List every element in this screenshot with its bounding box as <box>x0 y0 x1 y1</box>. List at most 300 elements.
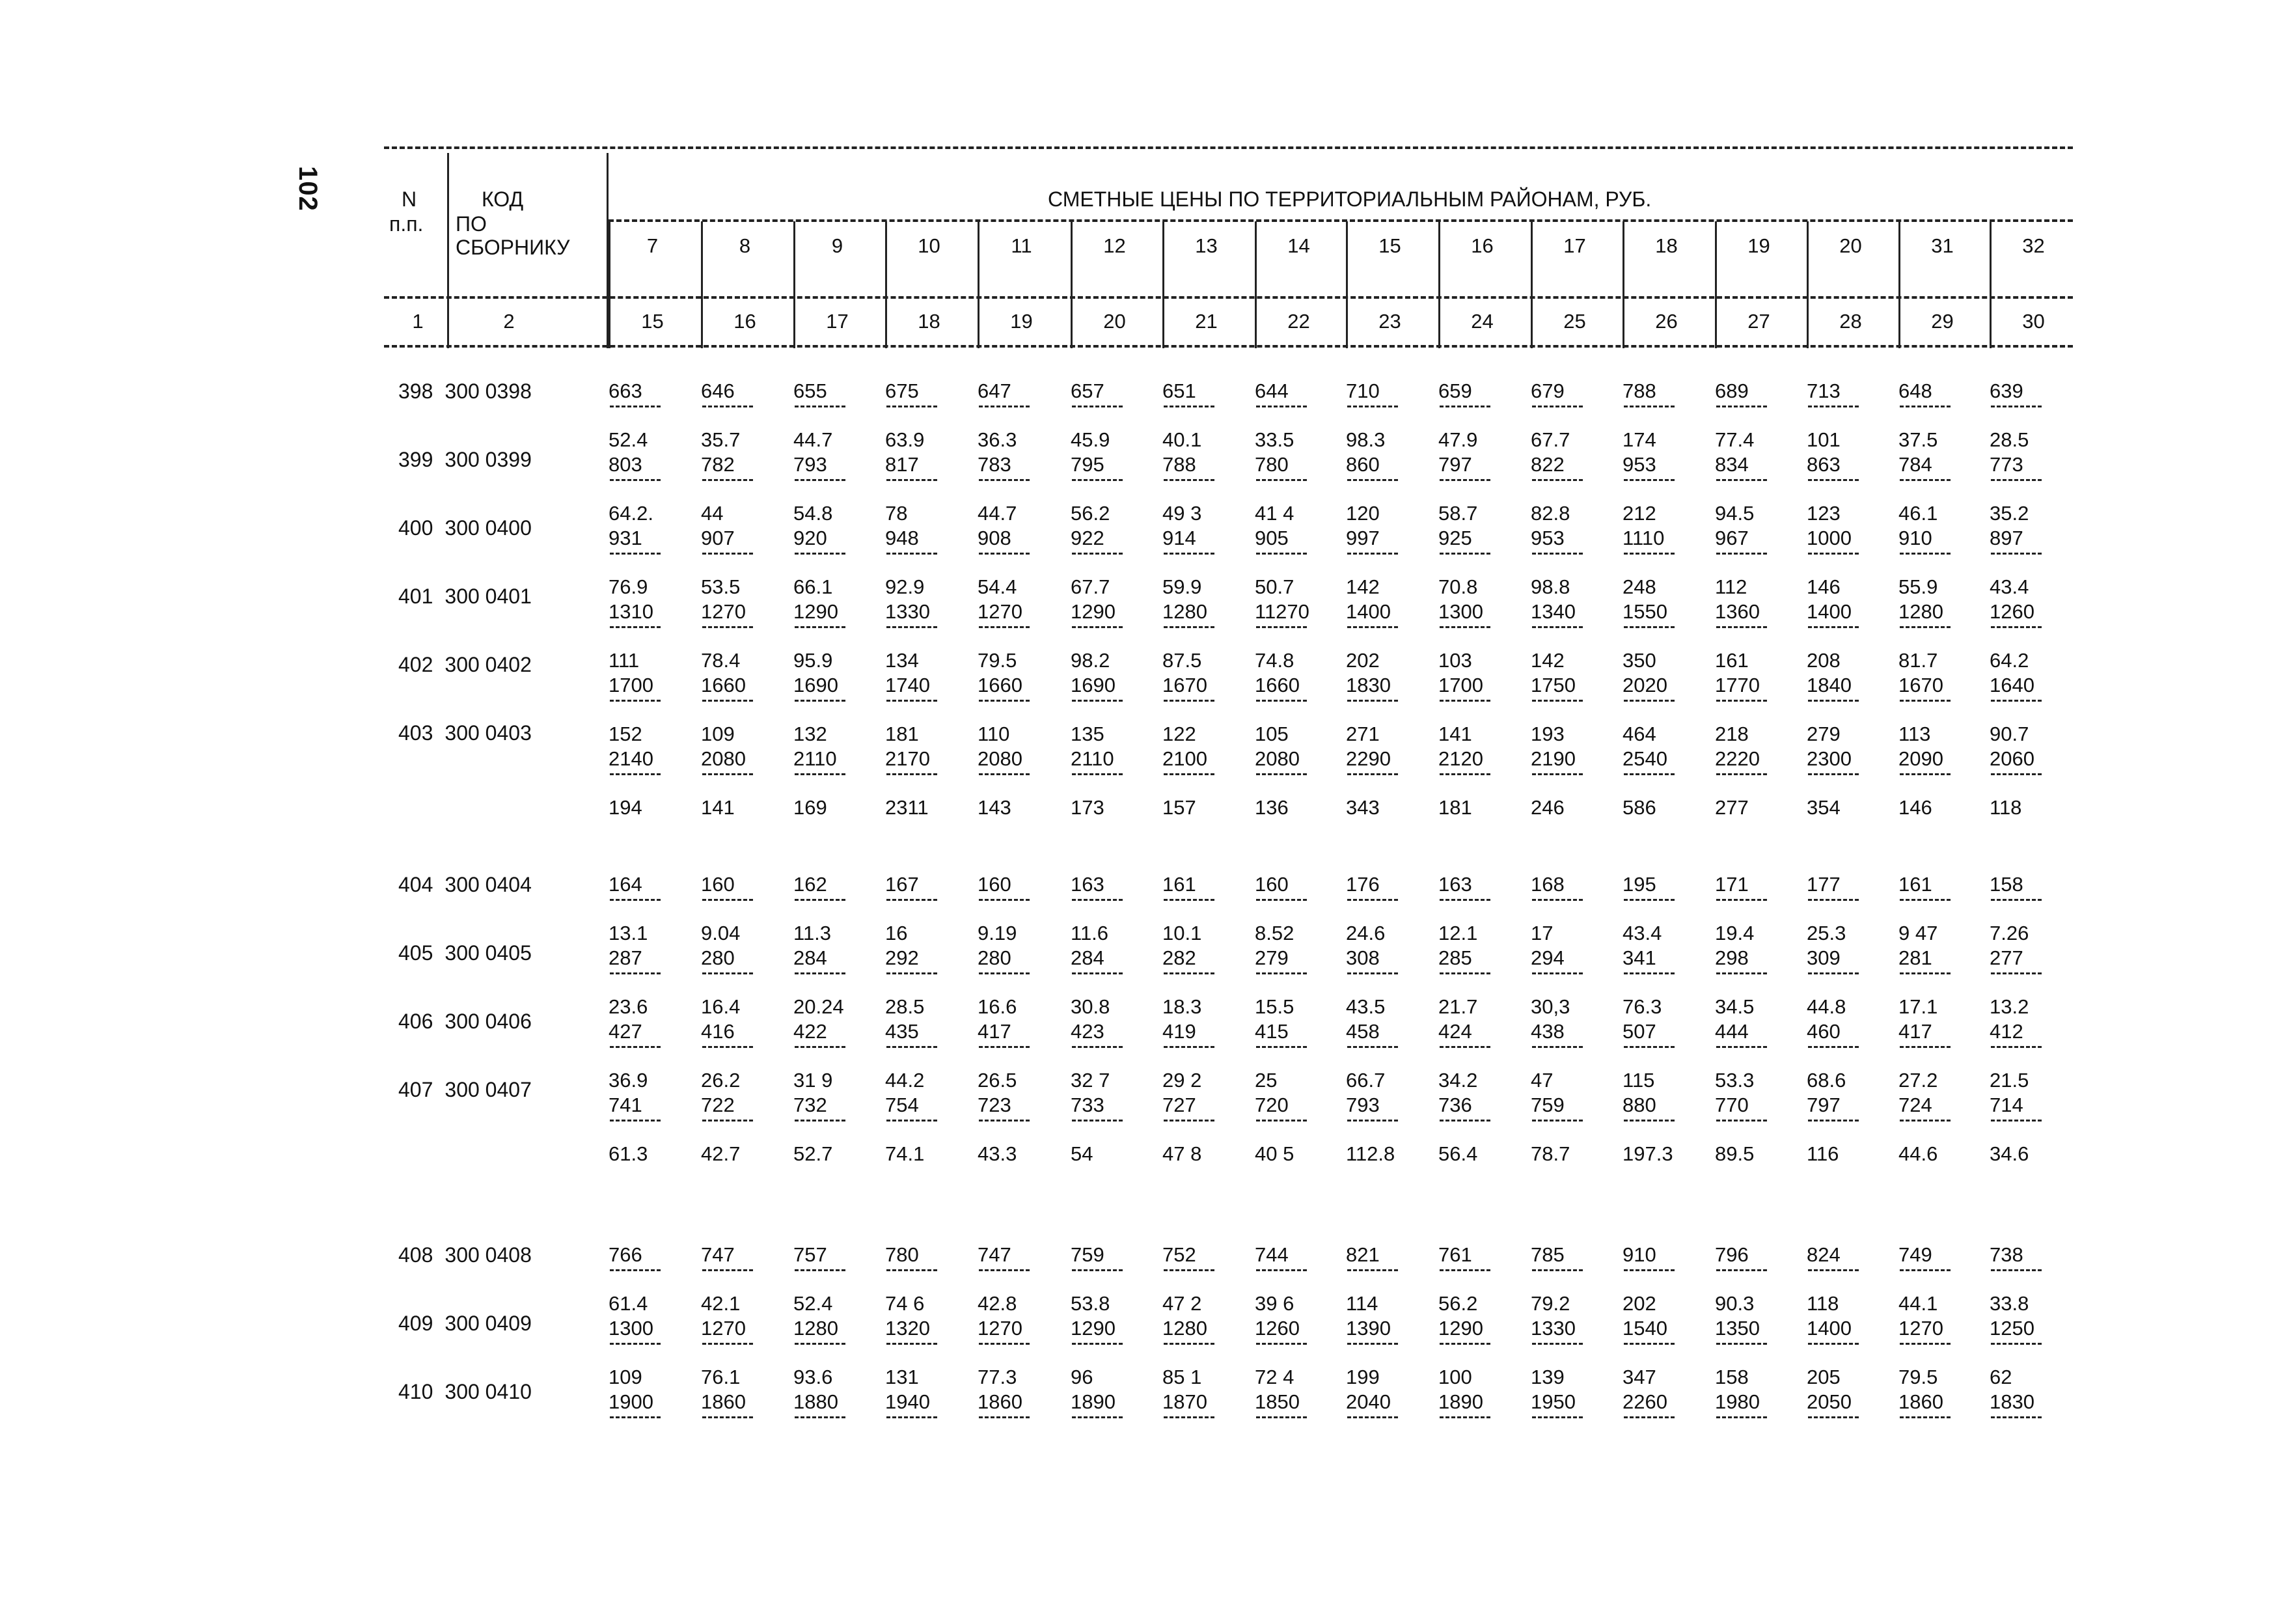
fraction-rule <box>1164 626 1214 628</box>
fraction-rule <box>1808 1046 1859 1048</box>
index-value: 64.2 <box>1990 649 2029 672</box>
index-value: 64.2. <box>609 502 653 525</box>
fraction-rule <box>610 773 661 775</box>
fraction-rule <box>1440 700 1490 702</box>
index-value: 11.6 <box>1071 922 1109 944</box>
price-value: 458 <box>1346 1020 1380 1043</box>
fraction-rule <box>1624 626 1675 628</box>
fraction-rule <box>1347 1046 1398 1048</box>
fraction-rule <box>1991 1269 2042 1271</box>
fraction-rule <box>1991 553 2042 555</box>
price-value: 1290 <box>1438 1317 1483 1340</box>
price-value: 689 <box>1715 379 1749 402</box>
district-number: 11 <box>1011 234 1032 257</box>
column-divider <box>609 221 610 348</box>
price-value: 738 <box>1990 1243 2023 1266</box>
row-number: 404 <box>398 873 433 896</box>
header-divider <box>447 153 449 348</box>
price-value: 1830 <box>1990 1390 2034 1413</box>
index-value: 123 <box>1807 502 1841 525</box>
fraction-rule <box>1440 1416 1490 1418</box>
price-value: 714 <box>1990 1094 2023 1116</box>
fraction-rule <box>1808 553 1859 555</box>
index-value: 76.3 <box>1623 995 1662 1018</box>
index-bottom-rule <box>384 345 2073 348</box>
fraction-rule <box>1991 1120 2042 1122</box>
fraction-rule <box>1808 700 1859 702</box>
price-value: 651 <box>1162 379 1196 402</box>
index-value: 30.8 <box>1071 995 1110 1018</box>
fraction-rule <box>795 899 845 901</box>
row-label <box>398 654 532 675</box>
index-value: 98.8 <box>1531 575 1570 598</box>
row-number: 410 <box>398 1380 433 1403</box>
fraction-rule <box>1072 479 1123 481</box>
index-value: 44.7 <box>978 502 1017 525</box>
fraction-rule <box>1624 1416 1675 1418</box>
price-value: 1280 <box>1162 600 1207 623</box>
fraction-rule <box>795 479 845 481</box>
column-index: 29 <box>1931 310 1954 333</box>
row-label <box>398 1313 532 1334</box>
price-value: 2300 <box>1807 747 1852 770</box>
fraction-rule <box>1808 479 1859 481</box>
price-value: 784 <box>1898 453 1932 476</box>
district-number: 13 <box>1195 234 1218 257</box>
column-divider <box>1531 221 1533 348</box>
fraction-rule <box>1347 1416 1398 1418</box>
price-value: 897 <box>1990 527 2023 549</box>
fraction-rule <box>610 1343 661 1345</box>
row-number: 403 <box>398 721 433 745</box>
fraction-rule <box>1991 406 2042 407</box>
index-value: 47 8 <box>1162 1142 1202 1165</box>
index-value: 61.4 <box>609 1292 648 1315</box>
price-value: 724 <box>1898 1094 1932 1116</box>
fraction-rule <box>610 406 661 407</box>
price-value: 2190 <box>1531 747 1576 770</box>
fraction-rule <box>1164 700 1214 702</box>
fraction-rule <box>886 972 937 974</box>
index-value: 93.6 <box>793 1366 833 1388</box>
index-value: 68.6 <box>1807 1069 1846 1092</box>
fraction-rule <box>1532 406 1583 407</box>
fraction-rule <box>1256 1343 1307 1345</box>
price-value: 797 <box>1807 1094 1841 1116</box>
fraction-rule <box>702 1046 753 1048</box>
price-value: 1000 <box>1807 527 1852 549</box>
price-value: 1300 <box>609 1317 653 1340</box>
fraction-rule <box>1164 406 1214 407</box>
index-value: 55.9 <box>1898 575 1938 598</box>
price-value: 908 <box>978 527 1011 549</box>
fraction-rule <box>1808 626 1859 628</box>
fraction-rule <box>1440 553 1490 555</box>
index-value: 87.5 <box>1162 649 1202 672</box>
price-value: 280 <box>978 946 1011 969</box>
fraction-rule <box>1440 972 1490 974</box>
price-value: 281 <box>1898 946 1932 969</box>
fraction-rule <box>702 899 753 901</box>
price-value: 419 <box>1162 1020 1196 1043</box>
fraction-rule <box>1716 1343 1767 1345</box>
price-value: 1640 <box>1990 674 2034 696</box>
fraction-rule <box>1164 1343 1214 1345</box>
fraction-rule <box>1808 1120 1859 1122</box>
price-value: 2220 <box>1715 747 1760 770</box>
column-divider <box>1162 221 1164 348</box>
price-value: 747 <box>701 1243 735 1266</box>
index-value: 42.7 <box>701 1142 741 1165</box>
price-value: 749 <box>1898 1243 1932 1266</box>
fraction-rule <box>1256 972 1307 974</box>
fraction-rule <box>886 899 937 901</box>
price-value: 1350 <box>1715 1317 1760 1340</box>
index-value: 31 9 <box>793 1069 833 1092</box>
price-value: 925 <box>1438 527 1472 549</box>
price-value: 427 <box>609 1020 642 1043</box>
fraction-rule <box>1347 700 1398 702</box>
price-value: 785 <box>1531 1243 1565 1266</box>
fraction-rule <box>1256 1120 1307 1122</box>
price-value: 723 <box>978 1094 1011 1116</box>
district-number: 14 <box>1287 234 1310 257</box>
index-value: 142 <box>1531 649 1565 672</box>
fraction-rule <box>1072 899 1123 901</box>
fraction-rule <box>1347 899 1398 901</box>
column-index: 21 <box>1195 310 1218 333</box>
price-value: 797 <box>1438 453 1472 476</box>
index-value: 47 <box>1531 1069 1554 1092</box>
price-value: 1670 <box>1162 674 1207 696</box>
column-index: 1 <box>412 310 424 333</box>
price-value: 759 <box>1531 1094 1565 1116</box>
price-value: 2090 <box>1898 747 1943 770</box>
index-value: 193 <box>1531 723 1565 745</box>
index-value: 114 <box>1346 1292 1378 1315</box>
price-value: 657 <box>1071 379 1104 402</box>
index-value: 141 <box>701 796 735 819</box>
price-value: 1740 <box>885 674 930 696</box>
price-value: 1980 <box>1715 1390 1760 1413</box>
index-value: 78.7 <box>1531 1142 1570 1165</box>
fraction-rule <box>1991 899 2042 901</box>
column-index: 25 <box>1563 310 1586 333</box>
column-index: 27 <box>1747 310 1770 333</box>
fraction-rule <box>1900 626 1951 628</box>
price-value: 168 <box>1531 873 1565 896</box>
fraction-rule <box>979 1269 1030 1271</box>
fraction-rule <box>1072 1416 1123 1418</box>
index-value: 134 <box>885 649 919 672</box>
price-value: 284 <box>793 946 827 969</box>
row-code: 300 0404 <box>445 873 532 896</box>
price-value: 309 <box>1807 946 1841 969</box>
index-value: 101 <box>1807 428 1841 451</box>
index-value: 39 6 <box>1255 1292 1294 1315</box>
fraction-rule <box>1532 479 1583 481</box>
column-index: 19 <box>1010 310 1033 333</box>
fraction-rule <box>1624 479 1675 481</box>
index-value: 56.2 <box>1071 502 1110 525</box>
index-value: 131 <box>885 1366 919 1388</box>
fraction-rule <box>1532 1120 1583 1122</box>
index-value: 53.3 <box>1715 1069 1755 1092</box>
price-value: 460 <box>1807 1020 1841 1043</box>
fraction-rule <box>1347 553 1398 555</box>
index-value: 43.5 <box>1346 995 1386 1018</box>
row-code: 300 0409 <box>445 1312 532 1335</box>
price-value: 780 <box>885 1243 919 1266</box>
index-value: 70.8 <box>1438 575 1478 598</box>
fraction-rule <box>1347 773 1398 775</box>
fraction-rule <box>1164 972 1214 974</box>
price-value: 176 <box>1346 873 1380 896</box>
fraction-rule <box>702 1416 753 1418</box>
index-value: 16.6 <box>978 995 1017 1018</box>
index-value: 9.04 <box>701 922 741 944</box>
row-code: 300 0407 <box>445 1078 532 1101</box>
price-value: 2080 <box>1255 747 1300 770</box>
index-value: 82.8 <box>1531 502 1570 525</box>
price-value: 646 <box>701 379 735 402</box>
fraction-rule <box>610 1120 661 1122</box>
price-value: 834 <box>1715 453 1749 476</box>
price-value: 1290 <box>1071 1317 1116 1340</box>
index-value: 42.8 <box>978 1292 1017 1315</box>
row-number: 399 <box>398 448 433 471</box>
index-value: 199 <box>1346 1366 1380 1388</box>
district-number: 12 <box>1103 234 1126 257</box>
fraction-rule <box>1900 1416 1951 1418</box>
fraction-rule <box>1256 479 1307 481</box>
index-value: 2311 <box>885 796 929 819</box>
price-value: 282 <box>1162 946 1196 969</box>
fraction-rule <box>1991 972 2042 974</box>
index-value: 132 <box>793 723 827 745</box>
price-value: 1400 <box>1807 1317 1852 1340</box>
price-value: 1340 <box>1531 600 1576 623</box>
index-value: 146 <box>1898 796 1932 819</box>
district-number: 20 <box>1839 234 1862 257</box>
fraction-rule <box>1900 479 1951 481</box>
column-index: 24 <box>1471 310 1494 333</box>
index-value: 7.26 <box>1990 922 2029 944</box>
index-value: 112.8 <box>1346 1142 1395 1165</box>
price-value: 1840 <box>1807 674 1852 696</box>
index-value: 218 <box>1715 723 1749 745</box>
district-number: 17 <box>1563 234 1586 257</box>
fraction-rule <box>1347 1120 1398 1122</box>
price-value: 793 <box>793 453 827 476</box>
index-value: 20.24 <box>793 995 844 1018</box>
fraction-rule <box>1164 773 1214 775</box>
column-index: 20 <box>1103 310 1126 333</box>
row-label <box>398 874 532 895</box>
price-value: 766 <box>609 1243 642 1266</box>
fraction-rule <box>1256 899 1307 901</box>
index-value: 205 <box>1807 1366 1841 1388</box>
row-label <box>398 517 532 538</box>
price-value: 922 <box>1071 527 1104 549</box>
price-value: 2170 <box>885 747 930 770</box>
index-value: 202 <box>1346 649 1380 672</box>
price-value: 1660 <box>701 674 746 696</box>
index-value: 350 <box>1623 649 1656 672</box>
row-number: 401 <box>398 585 433 608</box>
price-value: 1660 <box>1255 674 1300 696</box>
fraction-rule <box>1072 700 1123 702</box>
fraction-rule <box>795 972 845 974</box>
index-value: 53.5 <box>701 575 741 598</box>
fraction-rule <box>1440 773 1490 775</box>
fraction-rule <box>1440 479 1490 481</box>
price-value: 713 <box>1807 379 1841 402</box>
fraction-rule <box>1716 553 1767 555</box>
fraction-rule <box>1532 626 1583 628</box>
column-divider <box>1346 221 1348 348</box>
fraction-rule <box>886 1343 937 1345</box>
fraction-rule <box>1716 700 1767 702</box>
price-value: 1950 <box>1531 1390 1576 1413</box>
fraction-rule <box>886 406 937 407</box>
index-value: 66.7 <box>1346 1069 1386 1092</box>
fraction-rule <box>1072 972 1123 974</box>
price-value: 1290 <box>793 600 838 623</box>
fraction-rule <box>1991 1343 2042 1345</box>
index-value: 47 2 <box>1162 1292 1202 1315</box>
fraction-rule <box>702 1343 753 1345</box>
price-value: 177 <box>1807 873 1841 896</box>
row-code: 300 0408 <box>445 1243 532 1267</box>
index-value: 13.1 <box>609 922 648 944</box>
district-number: 15 <box>1378 234 1401 257</box>
index-value: 208 <box>1807 649 1841 672</box>
price-value: 1280 <box>793 1317 838 1340</box>
index-value: 109 <box>609 1366 642 1388</box>
fraction-rule <box>1624 1343 1675 1345</box>
index-value: 9.19 <box>978 922 1017 944</box>
index-value: 115 <box>1623 1069 1655 1092</box>
index-value: 110 <box>978 723 1010 745</box>
price-value: 780 <box>1255 453 1289 476</box>
fraction-rule <box>979 553 1030 555</box>
index-value: 54.4 <box>978 575 1017 598</box>
fraction-rule <box>1256 406 1307 407</box>
fraction-rule <box>795 773 845 775</box>
fraction-rule <box>1900 1269 1951 1271</box>
index-value: 44.6 <box>1898 1142 1938 1165</box>
price-value: 1270 <box>701 1317 746 1340</box>
row-label <box>398 1381 532 1402</box>
price-value: 793 <box>1346 1094 1380 1116</box>
fraction-rule <box>979 773 1030 775</box>
fraction-rule <box>1624 1046 1675 1048</box>
row-label <box>398 943 532 963</box>
index-value: 26.2 <box>701 1069 741 1092</box>
index-value: 43.3 <box>978 1142 1017 1165</box>
fraction-rule <box>795 700 845 702</box>
fraction-rule <box>1256 700 1307 702</box>
index-value: 44.2 <box>885 1069 925 1092</box>
fraction-rule <box>1716 773 1767 775</box>
price-value: 2120 <box>1438 747 1483 770</box>
index-value: 118 <box>1990 796 2022 819</box>
row-code: 300 0399 <box>445 448 532 471</box>
index-value: 74 6 <box>885 1292 925 1315</box>
fraction-rule <box>886 1120 937 1122</box>
fraction-rule <box>886 626 937 628</box>
fraction-rule <box>610 700 661 702</box>
district-rule <box>609 219 2073 222</box>
fraction-rule <box>1900 773 1951 775</box>
index-value: 35.2 <box>1990 502 2029 525</box>
price-value: 435 <box>885 1020 919 1043</box>
fraction-rule <box>702 700 753 702</box>
fraction-rule <box>610 1416 661 1418</box>
index-value: 34.6 <box>1990 1142 2029 1165</box>
row-code: 300 0398 <box>445 379 532 403</box>
price-value: 639 <box>1990 379 2023 402</box>
index-value: 42.1 <box>701 1292 741 1315</box>
fraction-rule <box>795 1416 845 1418</box>
fraction-rule <box>979 700 1030 702</box>
price-value: 1260 <box>1255 1317 1300 1340</box>
row-number: 408 <box>398 1243 433 1267</box>
fraction-rule <box>1347 479 1398 481</box>
fraction-rule <box>1347 1343 1398 1345</box>
price-value: 1250 <box>1990 1317 2034 1340</box>
price-value: 1750 <box>1531 674 1576 696</box>
fraction-rule <box>1072 1120 1123 1122</box>
index-value: 74.1 <box>885 1142 925 1165</box>
fraction-rule <box>610 626 661 628</box>
price-value: 1300 <box>1438 600 1483 623</box>
fraction-rule <box>979 406 1030 407</box>
district-number: 16 <box>1471 234 1494 257</box>
index-value: 98.3 <box>1346 428 1386 451</box>
index-value: 72 4 <box>1255 1366 1294 1388</box>
index-value: 78 <box>885 502 908 525</box>
fraction-rule <box>1440 1269 1490 1271</box>
row-label <box>398 1079 532 1100</box>
fraction-rule <box>1256 1269 1307 1271</box>
index-value: 34.5 <box>1715 995 1755 1018</box>
price-value: 1280 <box>1898 600 1943 623</box>
fraction-rule <box>1716 1269 1767 1271</box>
index-value: 44.7 <box>793 428 833 451</box>
row-code: 300 0400 <box>445 516 532 540</box>
top-rule <box>384 146 2073 149</box>
price-value: 905 <box>1255 527 1289 549</box>
index-value: 279 <box>1807 723 1841 745</box>
index-value: 17.1 <box>1898 995 1938 1018</box>
price-value: 277 <box>1990 946 2023 969</box>
index-value: 586 <box>1623 796 1656 819</box>
fraction-rule <box>1532 1416 1583 1418</box>
index-value: 139 <box>1531 1366 1565 1388</box>
price-value: 655 <box>793 379 827 402</box>
price-value: 1860 <box>978 1390 1022 1413</box>
district-number: 8 <box>739 234 751 257</box>
price-value: 2020 <box>1623 674 1667 696</box>
price-value: 2260 <box>1623 1390 1667 1413</box>
index-value: 52.4 <box>609 428 648 451</box>
price-value: 298 <box>1715 946 1749 969</box>
fraction-rule <box>979 972 1030 974</box>
fraction-rule <box>1991 773 2042 775</box>
fraction-rule <box>1532 553 1583 555</box>
